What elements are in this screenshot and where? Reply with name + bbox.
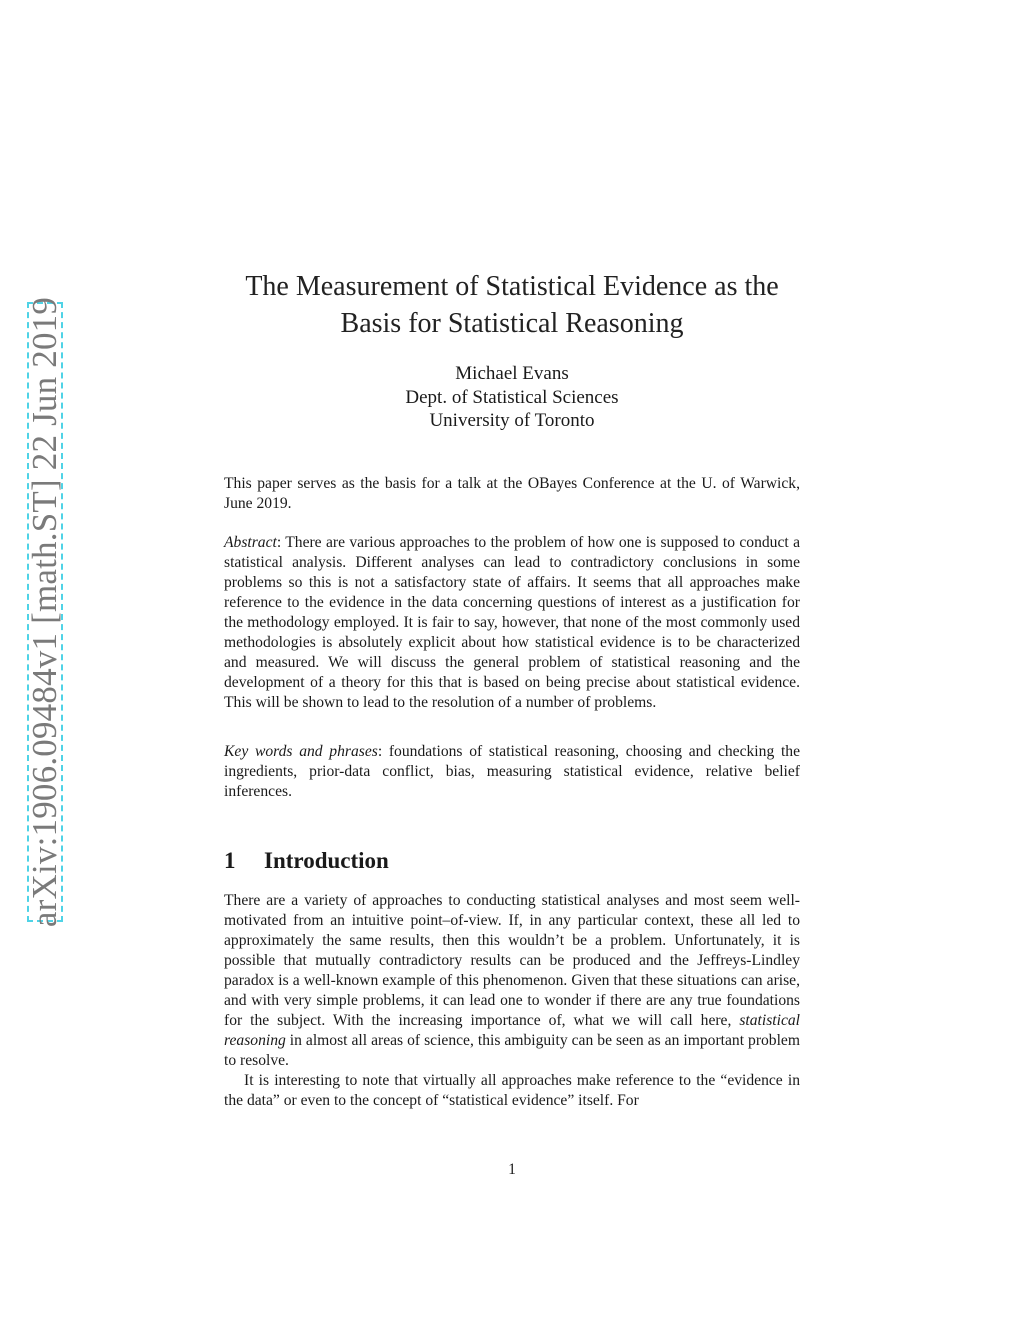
- abstract-text: : There are various approaches to the problem of how one is supposed to conduct a statistical analysis. Different analyses can lead to contradictory conclusions in some problems so this is not a satisfactory state of affairs. It seems that all approaches make reference to the evidence in the data concerning questions of interest as a justification for the methodology employed. It is fair to say, however, that none of the most commonly used methodologies is absolutely explicit about how statistical evidence is to be characterized and measured. We will discuss the general problem of statistical reasoning and the development of a theory for this that is based on being precise about statistical evidence. This will be shown to lead to the resolution of a number of problems.: [224, 534, 800, 711]
- page-number: 1: [508, 1161, 516, 1178]
- intro-paragraph-2: It is interesting to note that virtually all approaches make reference to the “evidence in the data” or even to the concept of “statistical evidence” itself. For: [224, 1072, 800, 1109]
- abstract: [224, 533, 800, 713]
- abstract-label: Abstract: [224, 534, 277, 551]
- section-number: 1: [224, 848, 236, 873]
- author-department: Dept. of Statistical Sciences: [405, 386, 619, 408]
- intro-paragraph-1: [224, 891, 800, 1071]
- paper-title: [224, 268, 800, 342]
- author-name: Michael Evans: [455, 363, 569, 384]
- conference-note: This paper serves as the basis for a talk at the OBayes Conference at the U. of Warwick, June 2019.: [224, 475, 800, 512]
- intro-p1-emphasis: statistical reasoning: [224, 1012, 800, 1049]
- arxiv-identifier-stamp: [25, 296, 64, 928]
- section-title: Introduction: [264, 848, 389, 873]
- title-line-2: Basis for Statistical Reasoning: [340, 308, 684, 339]
- intro-p1-text-a: There are a variety of approaches to conducting statistical analyses and most seem well-motivated from an intuitive point–of-view. If, in any particular context, these all led to approximately the same results, then this wouldn’t be a problem. Unfortunately, it is possible that mutually contradictory results can be produced and the Jeffreys-Lindley paradox is a well-known example of this phenomenon. Given that these situations can arise, and with very simple problems, it can lead one to wonder if there are any true foundations for the subject. With the increasing importance of, what we will call here,: [224, 892, 800, 1029]
- author-block: [224, 362, 800, 433]
- arxiv-identifier-text: arXiv:1906.09484v1 [math.ST] 22 Jun 2019: [25, 296, 64, 928]
- title-line-1: The Measurement of Statistical Evidence as the: [245, 271, 779, 302]
- intro-p1-text-b: in almost all areas of science, this ambiguity can be seen as an important problem to resolve.: [224, 1032, 800, 1069]
- keywords: [224, 742, 800, 802]
- author-university: University of Toronto: [429, 410, 595, 431]
- introduction-body: [224, 891, 800, 1111]
- keywords-label: Key words and phrases: [224, 743, 378, 760]
- keywords-text: : foundations of statistical reasoning, choosing and checking the ingredients, prior-data conflict, bias, measuring statistical evidence, relative belief inferences.: [224, 743, 800, 800]
- section-heading: [224, 846, 800, 876]
